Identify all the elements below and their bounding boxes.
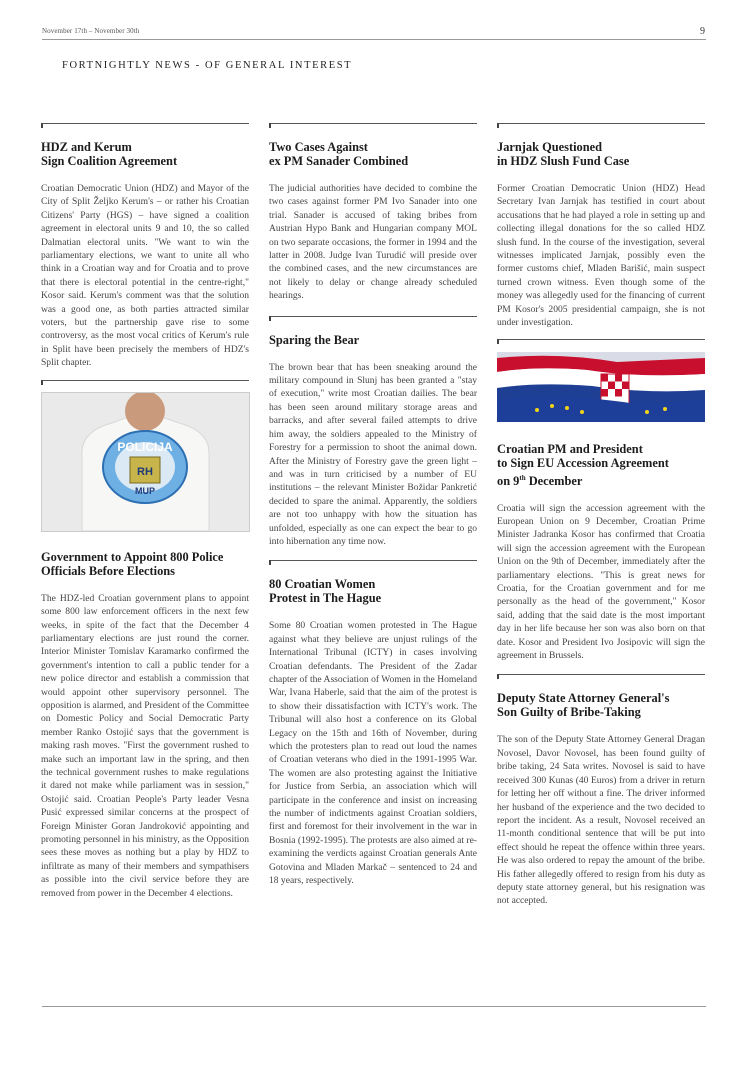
column-left xyxy=(41,123,249,900)
flags-illustration xyxy=(497,352,705,422)
article-headline xyxy=(497,140,705,168)
article-divider xyxy=(41,380,249,381)
headline-line: 80 Croatian Women xyxy=(269,577,376,592)
headline-line: Two Cases Against xyxy=(269,140,368,154)
police-tshirt-illustration xyxy=(42,393,249,531)
article-divider xyxy=(269,560,477,561)
column-right xyxy=(497,123,705,908)
page-number: 9 xyxy=(700,26,705,37)
article-body: The son of the Deputy State Attorney General Dragan Novosel, Davor Novosel, has been found guilty of bribe taking, 24 Sata writes. Novosel is said to have received 300 Kunas (40 Euros) from a driver in return for letting her off without a fine. The driver informed her husband of the experience and the two decided to report the incident. As a result, Novosel received an 11-month conditional sentence that will be put into effect should he repeat the offence within three years. He was also ordered to repay the amount of the bribe. His father allegedly offered to resign from his duty as deputy state attorney general, but his resignation was not accepted. xyxy=(497,734,705,907)
headline-line: Sparing the Bear xyxy=(269,332,360,347)
headline-fragment: December xyxy=(525,473,583,488)
headline-line: in HDZ Slush Fund Case xyxy=(497,154,630,168)
column-top-rule xyxy=(41,123,249,124)
tshirt-police-text: POLICIJA xyxy=(117,439,173,454)
article-body: The judicial authorities have decided to combine the two cases against former PM Ivo Sanader into one trial. Sanader is accused of taking bribes from Austrian Hypo Bank and Hungarian company MOL on two separate occasions, the former in 1994 and the latter in 2008. Judge Ivan Turudić will preside over the combined cases, and the new circumstances are not likely to delay or change already scheduled hearings. xyxy=(269,183,477,302)
column-middle xyxy=(269,123,477,887)
article-divider xyxy=(497,339,705,340)
article-headline xyxy=(269,333,477,347)
article-headline xyxy=(41,550,249,578)
article-headline xyxy=(269,140,477,168)
article-divider xyxy=(269,316,477,317)
headline-line: Protest in The Hague xyxy=(269,591,382,606)
article-body: Former Croatian Democratic Union (HDZ) Head Secretary Ivan Jarnjak has testified in court about accusations that he had played a role in setting up and collecting illegal donations for the so called HDZ slush fund. In the course of the investigation, several witnesses implicated Jarnjak, possibly even the former customs chief, Mladen Barišić, main suspect turned crown witness. Even though some of the money was allegedly used for the financing of current PM Kosor's 2005 presidential campaign, she is not under investigation. xyxy=(497,183,705,329)
article-body: Some 80 Croatian women protested in The Hague against what they believe are unjust rulings of the International Tribunal (ICTY) in cases involving Croatian defendants. The President of the Zadar chapter of the Association of Women in the Homeland War, Ivana Haberle, said that the aim of the protest is to show their dissatisfaction with ICTY's work. The Tribunal will also host a conference on its Global Legacy on the 15th and 16th of November, during which the protesters plan to read out loud the names of Croatian veterans who died in the 1991-1995 War. The women are also protesting against the Initiative for Justice from Serbia, an association which will participate in the conference and insist on increasing the number of indictments against Croatian soldiers, first and foremost for their involvement in the war in Bosnia (1992-1995). The protests are also aimed at re-examining the verdicts against Croatian generals Ante Gotovina and Mladen Markač – sentenced to 24 and 18 years, respectively. xyxy=(269,620,477,887)
headline-line: ex PM Sanader Combined xyxy=(269,154,409,168)
article-divider xyxy=(497,674,705,675)
article-headline xyxy=(41,140,249,168)
article-jarnjak xyxy=(497,140,705,329)
article-headline xyxy=(497,442,705,487)
article-hague xyxy=(269,577,477,887)
article-eu xyxy=(497,442,705,662)
header-divider xyxy=(42,39,706,40)
article-body: Croatia will sign the accession agreement with the European Union on 9 December, Croatian Prime Minister Jadranka Kosor has confirmed that Croatia will sign the accession agreement with the European Union on the 9th of December, immediately after the parliamentary elections. "This is great news for Croatia, for the Croatian government and for me personally as the head of the government," Kosor said, adding that the said date is the most important day in her life because her son was also born on that date. Kosor and President Ivo Josipovic will sign the agreement in Brussels. xyxy=(497,502,705,662)
article-novosel xyxy=(497,691,705,907)
article-hdz-kerum xyxy=(41,140,249,370)
article-headline xyxy=(497,691,705,719)
headline-line: Son Guilty of Bribe-Taking xyxy=(497,705,641,720)
section-title: FORTNIGHTLY NEWS - OF GENERAL INTEREST xyxy=(62,60,353,71)
article-police xyxy=(41,550,249,900)
croatia-eu-flags-photo xyxy=(497,352,705,422)
column-top-rule xyxy=(497,123,705,124)
article-sanader xyxy=(269,140,477,303)
article-body: Croatian Democratic Union (HDZ) and Mayor of the City of Split Željko Kerum's – or rather his Croatian Citizens' Party (HGS) – have signed a coalition agreement in electoral units 9 and 10, the so called Dalmatian electoral units. "We want to win the parliamentary elections, we want to unite all who think in a Croatian way and for Croatia and to prove that there is electoral potential in the centre-right," Kosor said. Kerum's comment was that the solution was a good one, as both parties attracted similar voters, but the partnership gave rise to some controversy, as the most vocal critics of Kerum's rule in Split have been precisely the members of HDZ's Split chapter. xyxy=(41,183,249,369)
headline-line: Government to Appoint 800 Police xyxy=(41,549,224,564)
headline-superscript: th xyxy=(519,473,526,482)
headline-line: Sign Coalition Agreement xyxy=(41,154,178,168)
footer-divider xyxy=(42,1006,706,1007)
article-body: The brown bear that has been sneaking around the military compound in Slunj has been granted a "stay of execution," write most Croatian dailies. The bear has been seen around military storage areas and barracks, and after several failed attempts to drive him away, the soldiers appealed to the Ministry of Forestry for a permission to shoot the animal down. After the Ministry of Forestry gave the green light – and was in turn criticised by a number of EU institutions – the relevant Minister Božidar Pankretić decided to spare the animal. Apparently, the soldiers are not too unhappy with how the situation has unfolded, especially as one can expect the bear to go into hibernation any time now. xyxy=(269,361,477,547)
headline-line: Officials Before Elections xyxy=(41,563,175,578)
headline-line: Jarnjak Questioned xyxy=(497,140,602,154)
article-body: The HDZ-led Croatian government plans to appoint some 800 law enforcement officers in the next few weeks, in spite of the fact that the December 4 parliamentary elections are just round the corner. Interior Minister Tomislav Karamarko confirmed the government's intention to call a public tender for a new police director and establish a commission that would appoint other supervisory personnel. The opposition is alarmed, and President of the Committee on Domestic Policy and Social Democratic Party member Ranko Ostojić says that the government is making rash moves. "First the government rushed to make such an important law in the spring, and then the technical government rushes to make regulations it dared not make while parliament was in session," Ostojić said. Croatian People's Party leader Vesna Pusić expressed similar concerns at the prospect of Foreign Minister Goran Jandroković appointing and promoting personnel in his ministry, as the Opposition sees these moves as nothing but a play by HDZ to infiltrate as many of their members and sympathisers as possible into the civil service before they are removed from power in the December 4 elections. xyxy=(41,592,249,899)
headline-line: Deputy State Attorney General's xyxy=(497,691,670,706)
article-headline xyxy=(269,577,477,605)
headline-line: Croatian PM and President xyxy=(497,442,643,457)
headline-line: to Sign EU Accession Agreement xyxy=(497,456,669,471)
article-bear xyxy=(269,333,477,549)
headline-line xyxy=(497,474,582,488)
police-tshirt-photo xyxy=(41,392,250,532)
headline-fragment: on 9 xyxy=(497,473,520,488)
column-top-rule xyxy=(269,123,477,124)
tshirt-badge-text: RH xyxy=(137,465,153,478)
headline-line: HDZ and Kerum xyxy=(41,140,132,154)
tshirt-mup-text: MUP xyxy=(135,485,155,496)
issue-dates: November 17th – November 30th xyxy=(42,27,140,35)
